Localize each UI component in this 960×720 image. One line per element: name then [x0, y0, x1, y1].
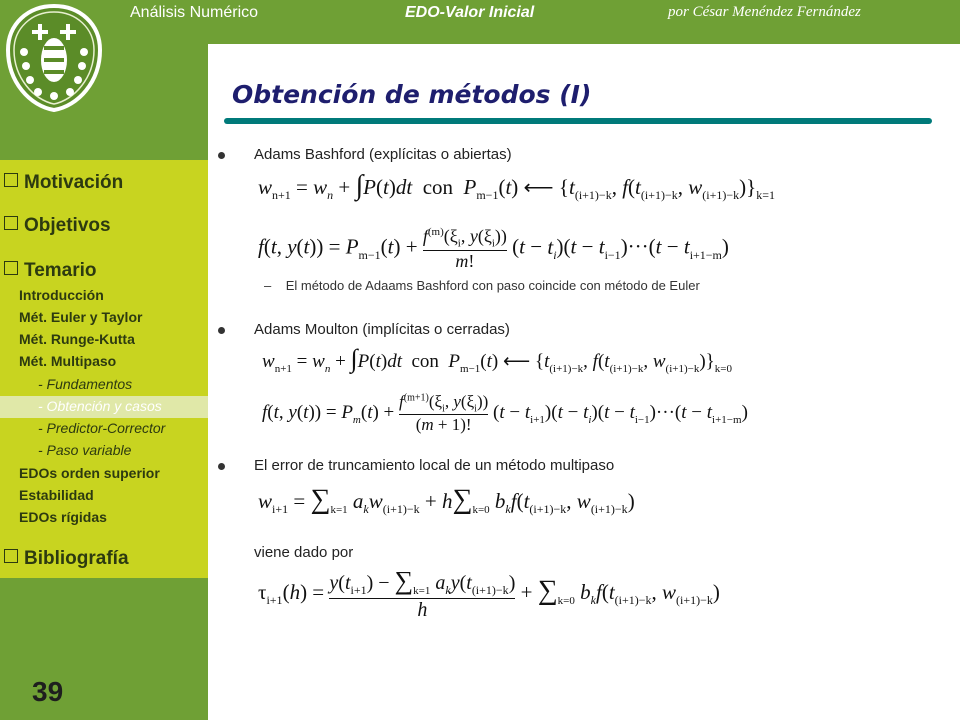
equation-multipaso: $w_{i+1} = \sum_{k=1}$ $a_kw_{(i+1)-k} + h\sum_{k=0}$ $b_kf(t_{(i+1)-k}$, $w_{(i+1)-k}$): [258, 484, 635, 517]
checkbox-icon: [4, 216, 18, 230]
bullet-error-truncamiento: El error de truncamiento local de un método multipaso: [218, 457, 614, 474]
note-euler: – El método de Adaams Bashford con paso coincide con método de Euler: [264, 278, 700, 293]
header-topic: EDO-Valor Inicial: [405, 4, 535, 21]
equation-am-error: f(t, $y(t)) = P_m(t)$ + $\frac{f^{(m+1)}(\xi_i, y(\xi_i))}{(m + 1)!}$ $(t - t_{i+1})(t - t_i)(t - t_{i-1})\cdot\cdot\cdot(t - t_{i+1-m})$: [262, 392, 748, 435]
title-rule: [224, 118, 932, 124]
equation-ab-integral: $w_{n+1} = w_n + \int P(t)dt$ con $P_{m-1}(t)$ ⟵ {$t_{(i+1)-k}$, $f(t_{(i+1)-k}$, $w_{(i+1)-k})\}_{k=1}$: [258, 170, 776, 203]
submenu-introduccion[interactable]: Introducción: [19, 287, 104, 303]
submenu-paso-variable[interactable]: - Paso variable: [38, 442, 132, 458]
menu-item-bibliografia[interactable]: Bibliografía: [4, 548, 129, 570]
submenu-multipaso[interactable]: Mét. Multipaso: [19, 353, 117, 369]
header-author: por César Menéndez Fernández: [668, 4, 861, 20]
equation-am-integral: $w_{n+1} = w_n + \int P(t)dt$ con $P_{m-1}(t)$ ⟵ {$t_{(i+1)-k}$, $f(t_{(i+1)-k}$, $w_{(i+1)-k})\}_{k=0}$: [262, 344, 733, 375]
checkbox-icon: [4, 549, 18, 563]
submenu-euler-taylor[interactable]: Mét. Euler y Taylor: [19, 309, 143, 325]
menu-item-motivacion[interactable]: Motivación: [4, 172, 123, 194]
submenu-orden-superior[interactable]: EDOs orden superior: [19, 465, 160, 481]
submenu-rigidas[interactable]: EDOs rígidas: [19, 509, 107, 525]
submenu-fundamentos[interactable]: - Fundamentos: [38, 376, 133, 392]
equation-local-error: $\tau_{i+1}(h)$ = $y(t_{i+1}) - \sum_{k=1}$ $a_ky(t_{(i+1)-k})$ h + $\sum_{k=0}$ $b_kf(t_{(i+1)-k}$, $w_{(i+1)-k}$): [258, 566, 720, 621]
submenu-obtencion-casos[interactable]: - Obtención y casos: [38, 398, 162, 414]
open-folder-icon: [4, 261, 18, 275]
submenu-runge-kutta[interactable]: Mét. Runge-Kutta: [19, 331, 135, 347]
slide-title: Obtención de métodos (I): [232, 80, 592, 109]
bullet-adams-moulton: Adams Moulton (implícitas o cerradas): [218, 321, 510, 338]
university-seal-icon: [2, 2, 106, 114]
equation-ab-error: f(t, $y(t)) = P_{m-1}(t)$ + $\frac{f^{(m)}(\xi_i, y(\xi_i))}{m!}$ $(t - t_i)(t - t_{i-1})\cdot\cdot\cdot(t - t_{i+1-m})$: [258, 226, 729, 271]
submenu-predictor-corrector[interactable]: - Predictor-Corrector: [38, 420, 166, 436]
text-viene-dado-por: viene dado por: [254, 544, 354, 561]
menu-item-objetivos[interactable]: Objetivos: [4, 215, 111, 237]
submenu-estabilidad[interactable]: Estabilidad: [19, 487, 94, 503]
checkbox-icon: [4, 173, 18, 187]
header-course: Análisis Numérico: [130, 4, 259, 21]
page-number: 39: [32, 676, 64, 707]
bullet-adams-bashford: Adams Bashford (explícitas o abiertas): [218, 146, 512, 163]
menu-item-temario[interactable]: Temario: [4, 260, 97, 282]
